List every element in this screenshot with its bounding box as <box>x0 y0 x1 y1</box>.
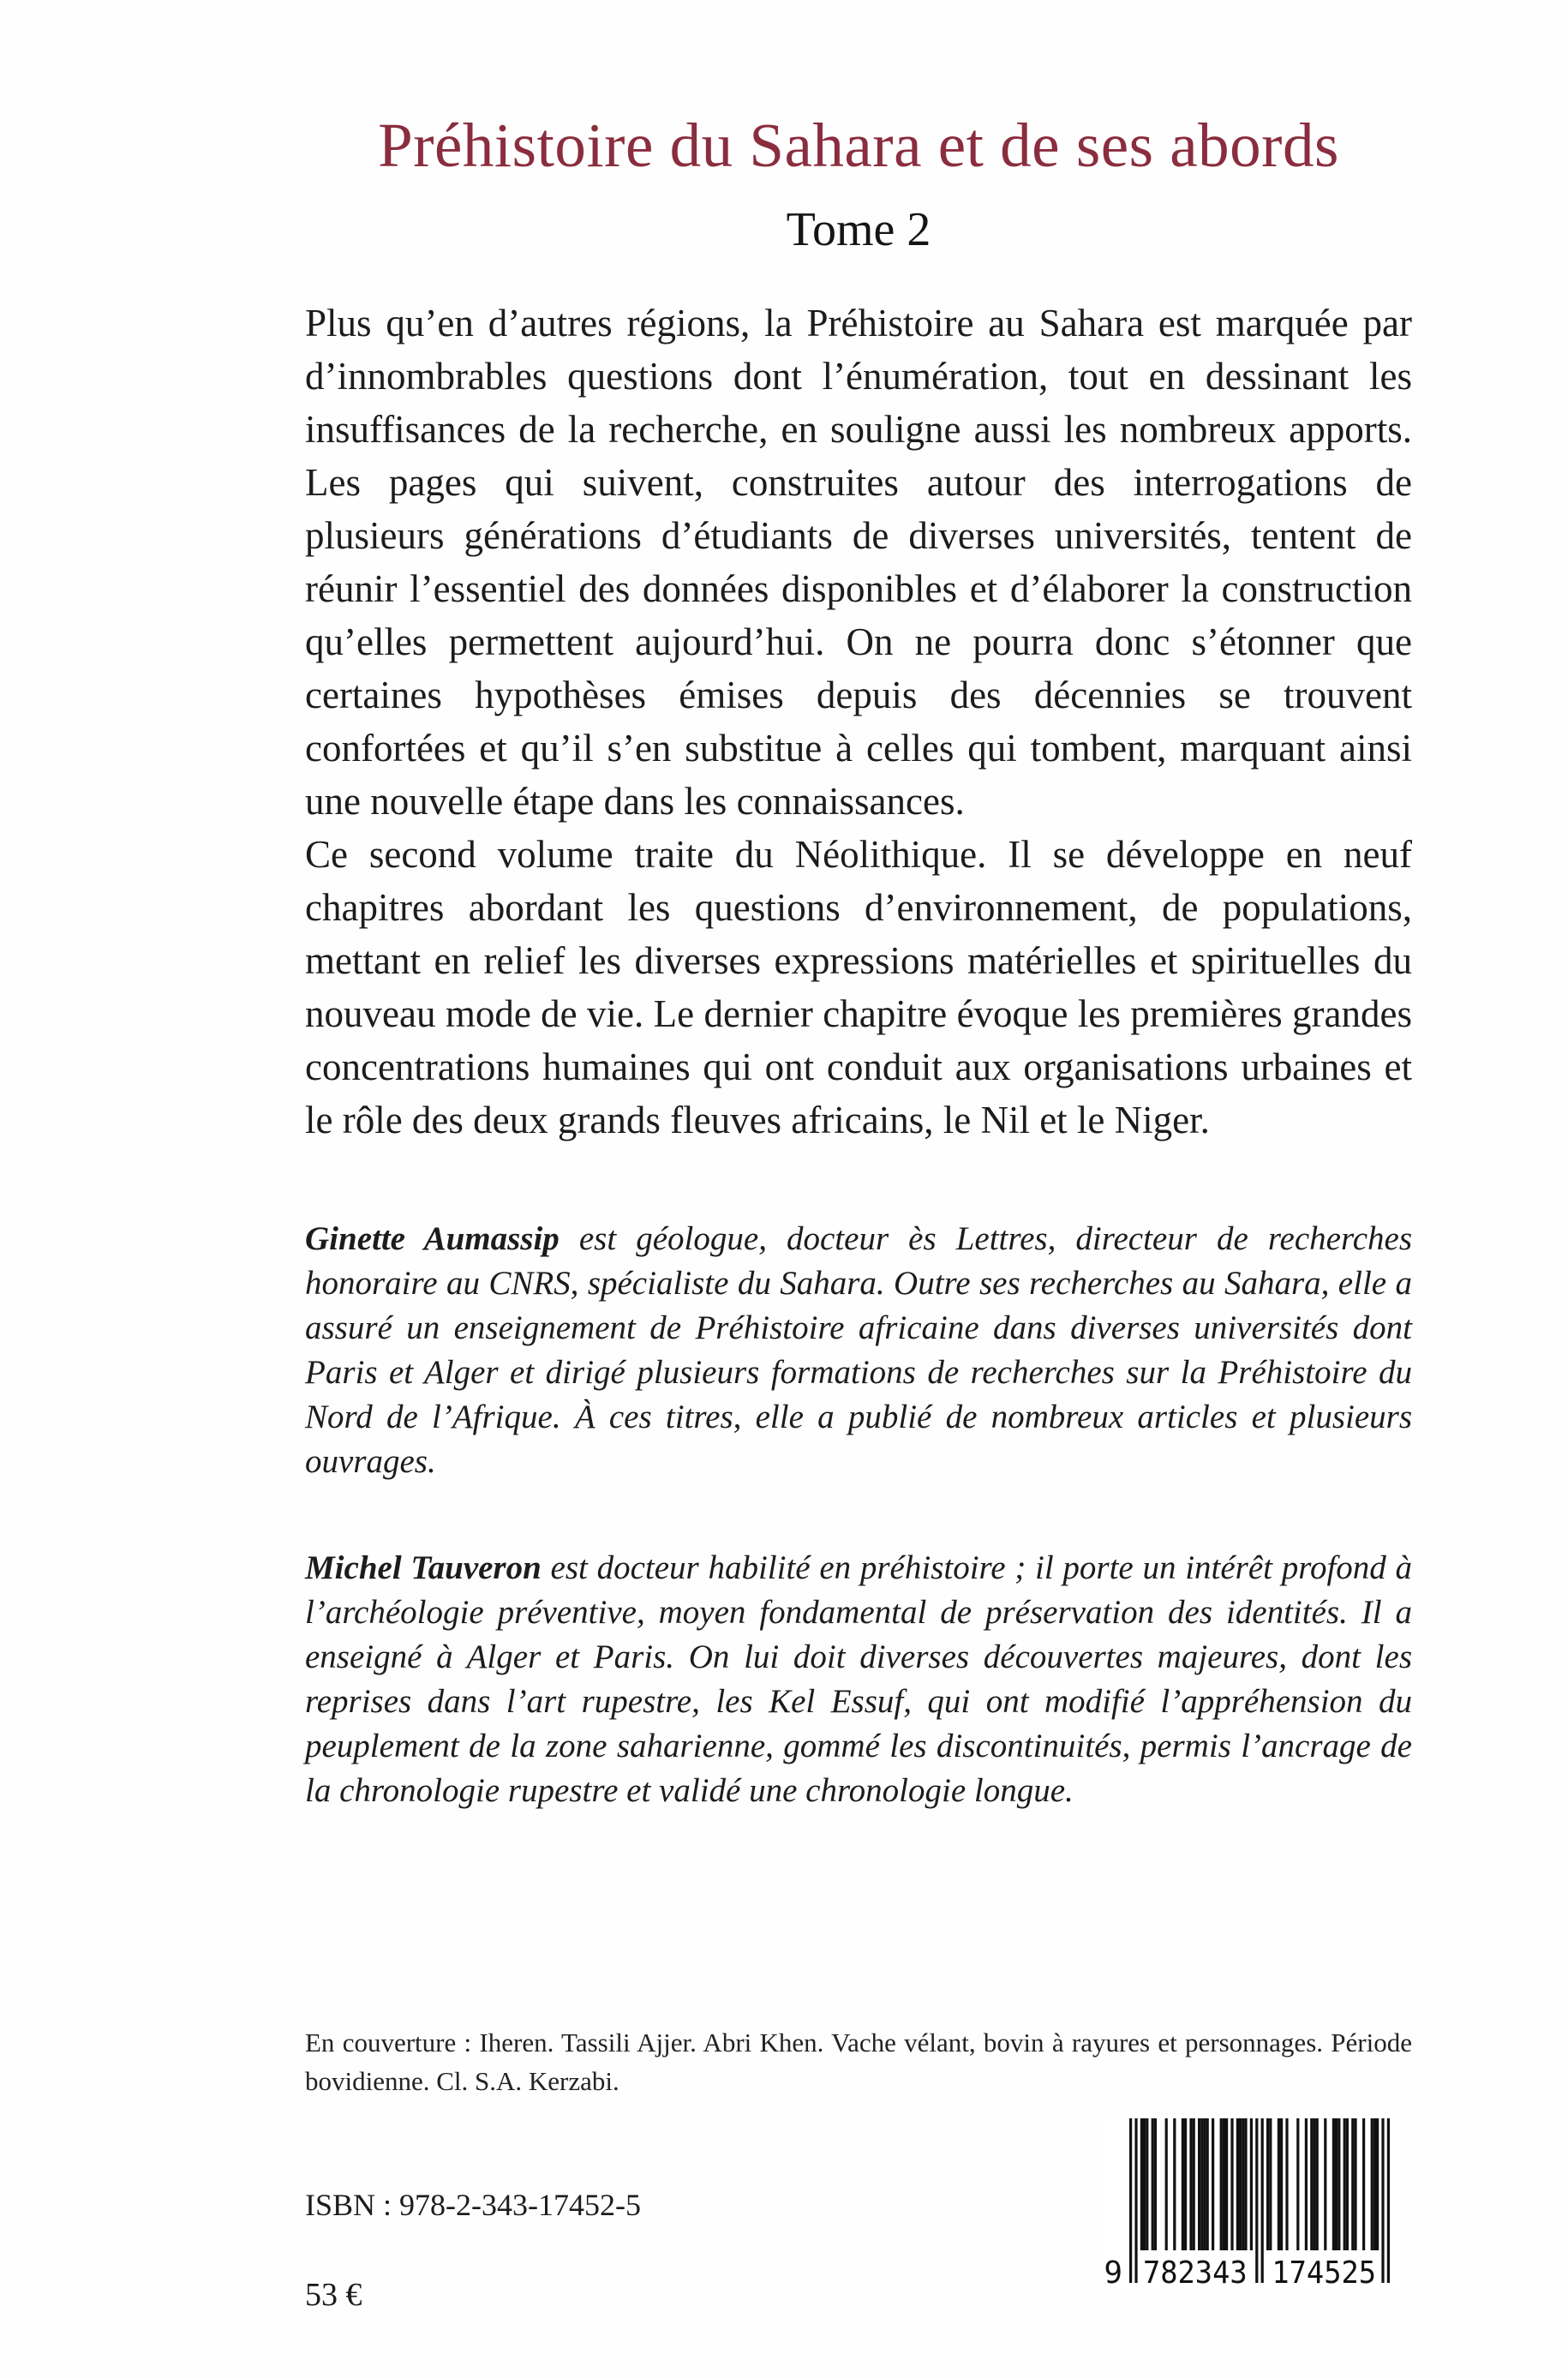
cover-photo-credit: En couverture : Iheren. Tassili Ajjer. Abri Khen. Vache vélant, bovin à rayures et personnages. Période bovidienne. Cl. S.A. Kerzabi. <box>305 2028 1412 2096</box>
author-bio-ginette-aumassip <box>305 1217 1412 1484</box>
synopsis-paragraph-1: Plus qu’en d’autres régions, la Préhistoire au Sahara est marquée par d’innombrables questions dont l’énumération, tout en dessinant les insuffisances de la recherche, en souligne aussi les nombreux apports. Les pages qui suivent, construites autour des interrogations de plusieurs générations d’étudiants de diverses universités, tentent de réunir l’essentiel des données disponibles et d’élaborer la construction qu’elles permettent aujourd’hui. On ne pourra donc s’étonner que certaines hypothèses émises depuis des décennies se trouvent confortées et qu’il s’en substitue à celles qui tombent, marquant ainsi une nouvelle étape dans les connaissances. <box>305 302 1412 823</box>
author-bio-michel-tauveron <box>305 1546 1412 1813</box>
page-title: Préhistoire du Sahara et de ses abords <box>378 111 1339 180</box>
author-bio-text: est docteur habilité en préhistoire ; il porte un intérêt profond à l’archéologie préventive, moyen fondamental de préservation des identités. Il a enseigné à Alger et Paris. On lui doit diverses découvertes majeures, dont les reprises dans l’art rupestre, les Kel Essuf, qui ont modifié l’appréhension du peuplement de la zone saharienne, gommé les discontinuités, permis l’ancrage de la chronologie rupestre et validé une chronologie longue. <box>305 1549 1413 1809</box>
svg-text:9: 9 <box>1104 2255 1122 2291</box>
author-name: Ginette Aumassip <box>305 1220 560 1257</box>
synopsis <box>305 297 1412 1147</box>
ean13-barcode <box>1102 2115 1400 2293</box>
svg-text:782343: 782343 <box>1143 2255 1248 2291</box>
volume-subtitle: Tome 2 <box>786 203 931 256</box>
svg-text:174525: 174525 <box>1272 2255 1376 2291</box>
author-name: Michel Tauveron <box>305 1549 542 1586</box>
author-bios <box>305 1217 1412 1813</box>
header <box>305 0 1412 257</box>
isbn-text: ISBN : 978-2-343-17452-5 <box>305 2188 641 2222</box>
author-bio-text: est géologue, docteur ès Lettres, directeur de recherches honoraire au CNRS, spécialiste du Sahara. Outre ses recherches au Sahara, elle a assuré un enseignement de Préhistoire africaine dans diverses universités dont Paris et Alger et dirigé plusieurs formations de recherches sur la Préhistoire du Nord de l’Afrique. À ces titres, elle a publié de nombreux articles et plusieurs ouvrages. <box>305 1220 1413 1480</box>
barcode-graphic <box>1102 2115 1400 2293</box>
synopsis-paragraph-2: Ce second volume traite du Néolithique. Il se développe en neuf chapitres abordant les questions d’environnement, de populations, mettant en relief les diverses expressions matérielles et spirituelles du nouveau mode de vie. Le dernier chapitre évoque les premières grandes concentrations humaines qui ont conduit aux organisations urbaines et le rôle des deux grands fleuves africains, le Nil et le Niger. <box>305 833 1412 1141</box>
price-text: 53 € <box>305 2277 362 2313</box>
